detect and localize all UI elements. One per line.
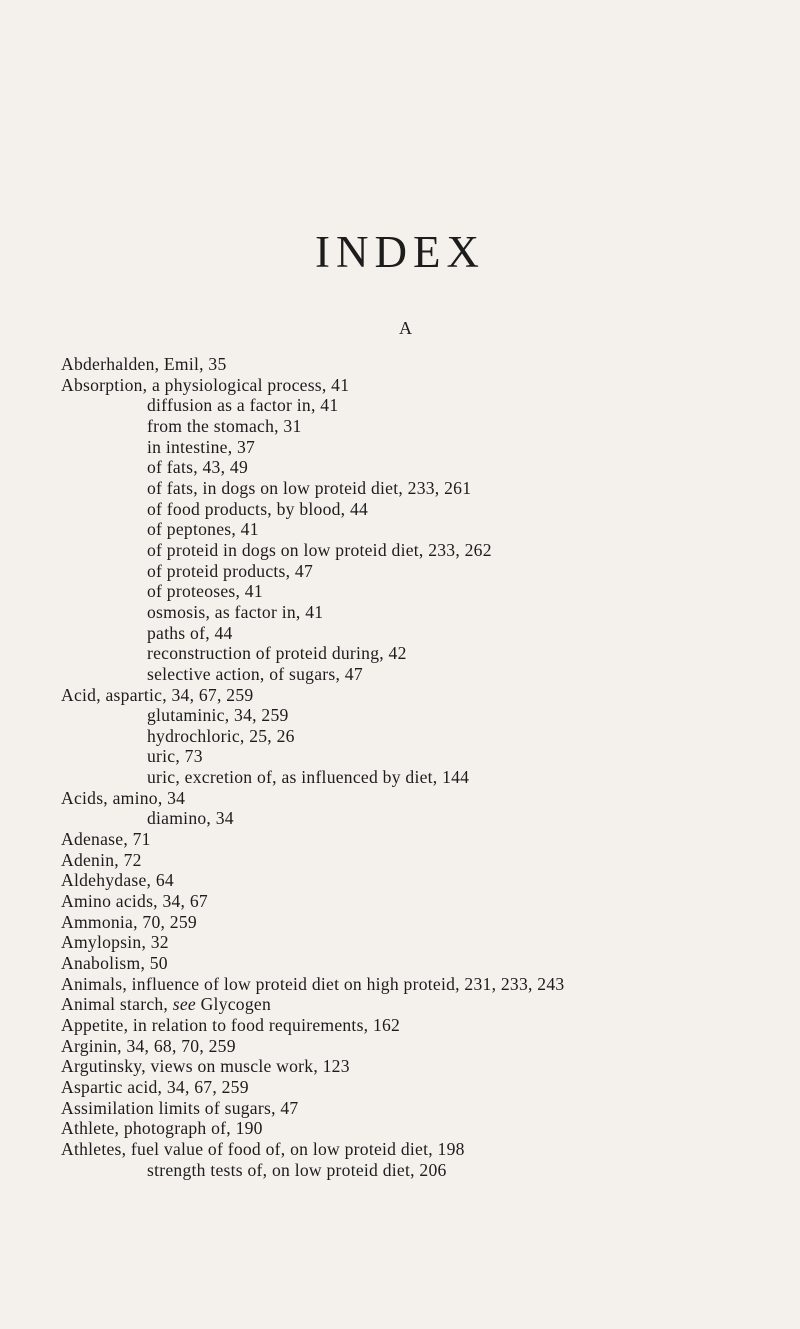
page-title: INDEX xyxy=(315,227,485,277)
entry-text: Argutinsky, views on muscle work, 123 xyxy=(61,1056,350,1077)
index-entry xyxy=(61,953,791,974)
entry-text: Amino acids, 34, 67 xyxy=(61,891,208,912)
entry-text: of food products, by blood, 44 xyxy=(147,498,369,519)
index-entry xyxy=(61,932,791,953)
index-subentry xyxy=(61,457,791,478)
entry-text: Adenase, 71 xyxy=(61,829,151,850)
entry-text: Acid, aspartic, 34, 67, 259 xyxy=(61,684,254,705)
index-entry xyxy=(61,994,791,1015)
entry-text: of proteid in dogs on low proteid diet, 233, 262 xyxy=(147,539,492,560)
index-entry xyxy=(61,1077,791,1098)
index-entry xyxy=(61,788,791,809)
entry-text: Amylopsin, 32 xyxy=(61,932,169,953)
index-subentry xyxy=(61,705,791,726)
entry-text: Adenin, 72 xyxy=(61,849,142,870)
entry-text: of proteid products, 47 xyxy=(147,560,314,581)
section-heading: A xyxy=(399,318,413,338)
index-entry xyxy=(61,912,791,933)
entry-text: of proteoses, 41 xyxy=(147,581,263,602)
entry-text: of peptones, 41 xyxy=(147,519,259,540)
index-subentry xyxy=(61,395,791,416)
entry-text: Acids, amino, 34 xyxy=(61,787,186,808)
entry-text: paths of, 44 xyxy=(147,622,233,643)
entry-text: Abderhalden, Emil, 35 xyxy=(61,354,227,374)
index-entry xyxy=(61,850,791,871)
index-subentry xyxy=(61,808,791,829)
entry-text: Aldehydase, 64 xyxy=(61,870,174,891)
entry-text: osmosis, as factor in, 41 xyxy=(147,601,324,622)
index-subentry xyxy=(61,643,791,664)
index-entry-list xyxy=(61,354,791,1180)
entry-text: Ammonia, 70, 259 xyxy=(61,911,197,932)
entry-text: in intestine, 37 xyxy=(147,436,256,457)
entry-text: Appetite, in relation to food requirements, 162 xyxy=(61,1015,401,1035)
entry-text: Athletes, fuel value of food of, on low proteid diet, 198 xyxy=(61,1138,465,1159)
entry-text: diamino, 34 xyxy=(147,808,234,829)
index-subentry xyxy=(61,1160,791,1181)
index-entry xyxy=(61,829,791,850)
index-subentry xyxy=(61,623,791,644)
see-reference: see xyxy=(172,994,196,1015)
index-subentry xyxy=(61,540,791,561)
entry-text: Animal starch, xyxy=(61,994,173,1015)
index-entry xyxy=(61,354,791,375)
entry-text: Athlete, photograph of, 190 xyxy=(61,1118,263,1139)
index-entry xyxy=(61,685,791,706)
index-entry xyxy=(61,1139,791,1160)
entry-text: Animals, influence of low proteid diet on high proteid, 231, 233, 243 xyxy=(61,973,565,994)
entry-text: uric, 73 xyxy=(147,746,203,767)
index-entry xyxy=(61,974,791,995)
index-subentry xyxy=(61,499,791,520)
entry-text: strength tests of, on low proteid diet, 206 xyxy=(147,1159,447,1180)
index-entry xyxy=(61,1015,791,1036)
index-subentry xyxy=(61,767,791,788)
entry-text: selective action, of sugars, 47 xyxy=(147,663,363,684)
index-subentry xyxy=(61,664,791,685)
entry-text: hydrochloric, 25, 26 xyxy=(147,725,295,746)
entry-text: glutaminic, 34, 259 xyxy=(147,705,289,726)
index-entry xyxy=(61,1098,791,1119)
index-entry xyxy=(61,1036,791,1057)
index-subentry xyxy=(61,602,791,623)
index-entry xyxy=(61,870,791,891)
entry-text: of fats, in dogs on low proteid diet, 233, 261 xyxy=(147,477,472,498)
entry-text: Aspartic acid, 34, 67, 259 xyxy=(61,1076,249,1097)
index-subentry xyxy=(61,519,791,540)
index-subentry xyxy=(61,437,791,458)
entry-text: of fats, 43, 49 xyxy=(147,457,248,478)
index-subentry xyxy=(61,478,791,499)
see-target: Glycogen xyxy=(195,994,272,1015)
index-entry xyxy=(61,1118,791,1139)
entry-text: reconstruction of proteid during, 42 xyxy=(147,643,407,664)
entry-text: Arginin, 34, 68, 70, 259 xyxy=(61,1035,236,1056)
entry-text: Assimilation limits of sugars, 47 xyxy=(61,1097,299,1118)
entry-text: diffusion as a factor in, 41 xyxy=(147,395,339,416)
index-entry xyxy=(61,375,791,396)
entry-text: from the stomach, 31 xyxy=(147,415,302,436)
index-entry xyxy=(61,1056,791,1077)
entry-text: uric, excretion of, as influenced by diet, 144 xyxy=(147,767,470,788)
entry-text: Absorption, a physiological process, 41 xyxy=(61,374,350,395)
entry-text: Anabolism, 50 xyxy=(61,953,168,974)
index-subentry xyxy=(61,746,791,767)
index-entry xyxy=(61,891,791,912)
index-subentry xyxy=(61,726,791,747)
index-subentry xyxy=(61,416,791,437)
index-subentry xyxy=(61,561,791,582)
index-subentry xyxy=(61,581,791,602)
